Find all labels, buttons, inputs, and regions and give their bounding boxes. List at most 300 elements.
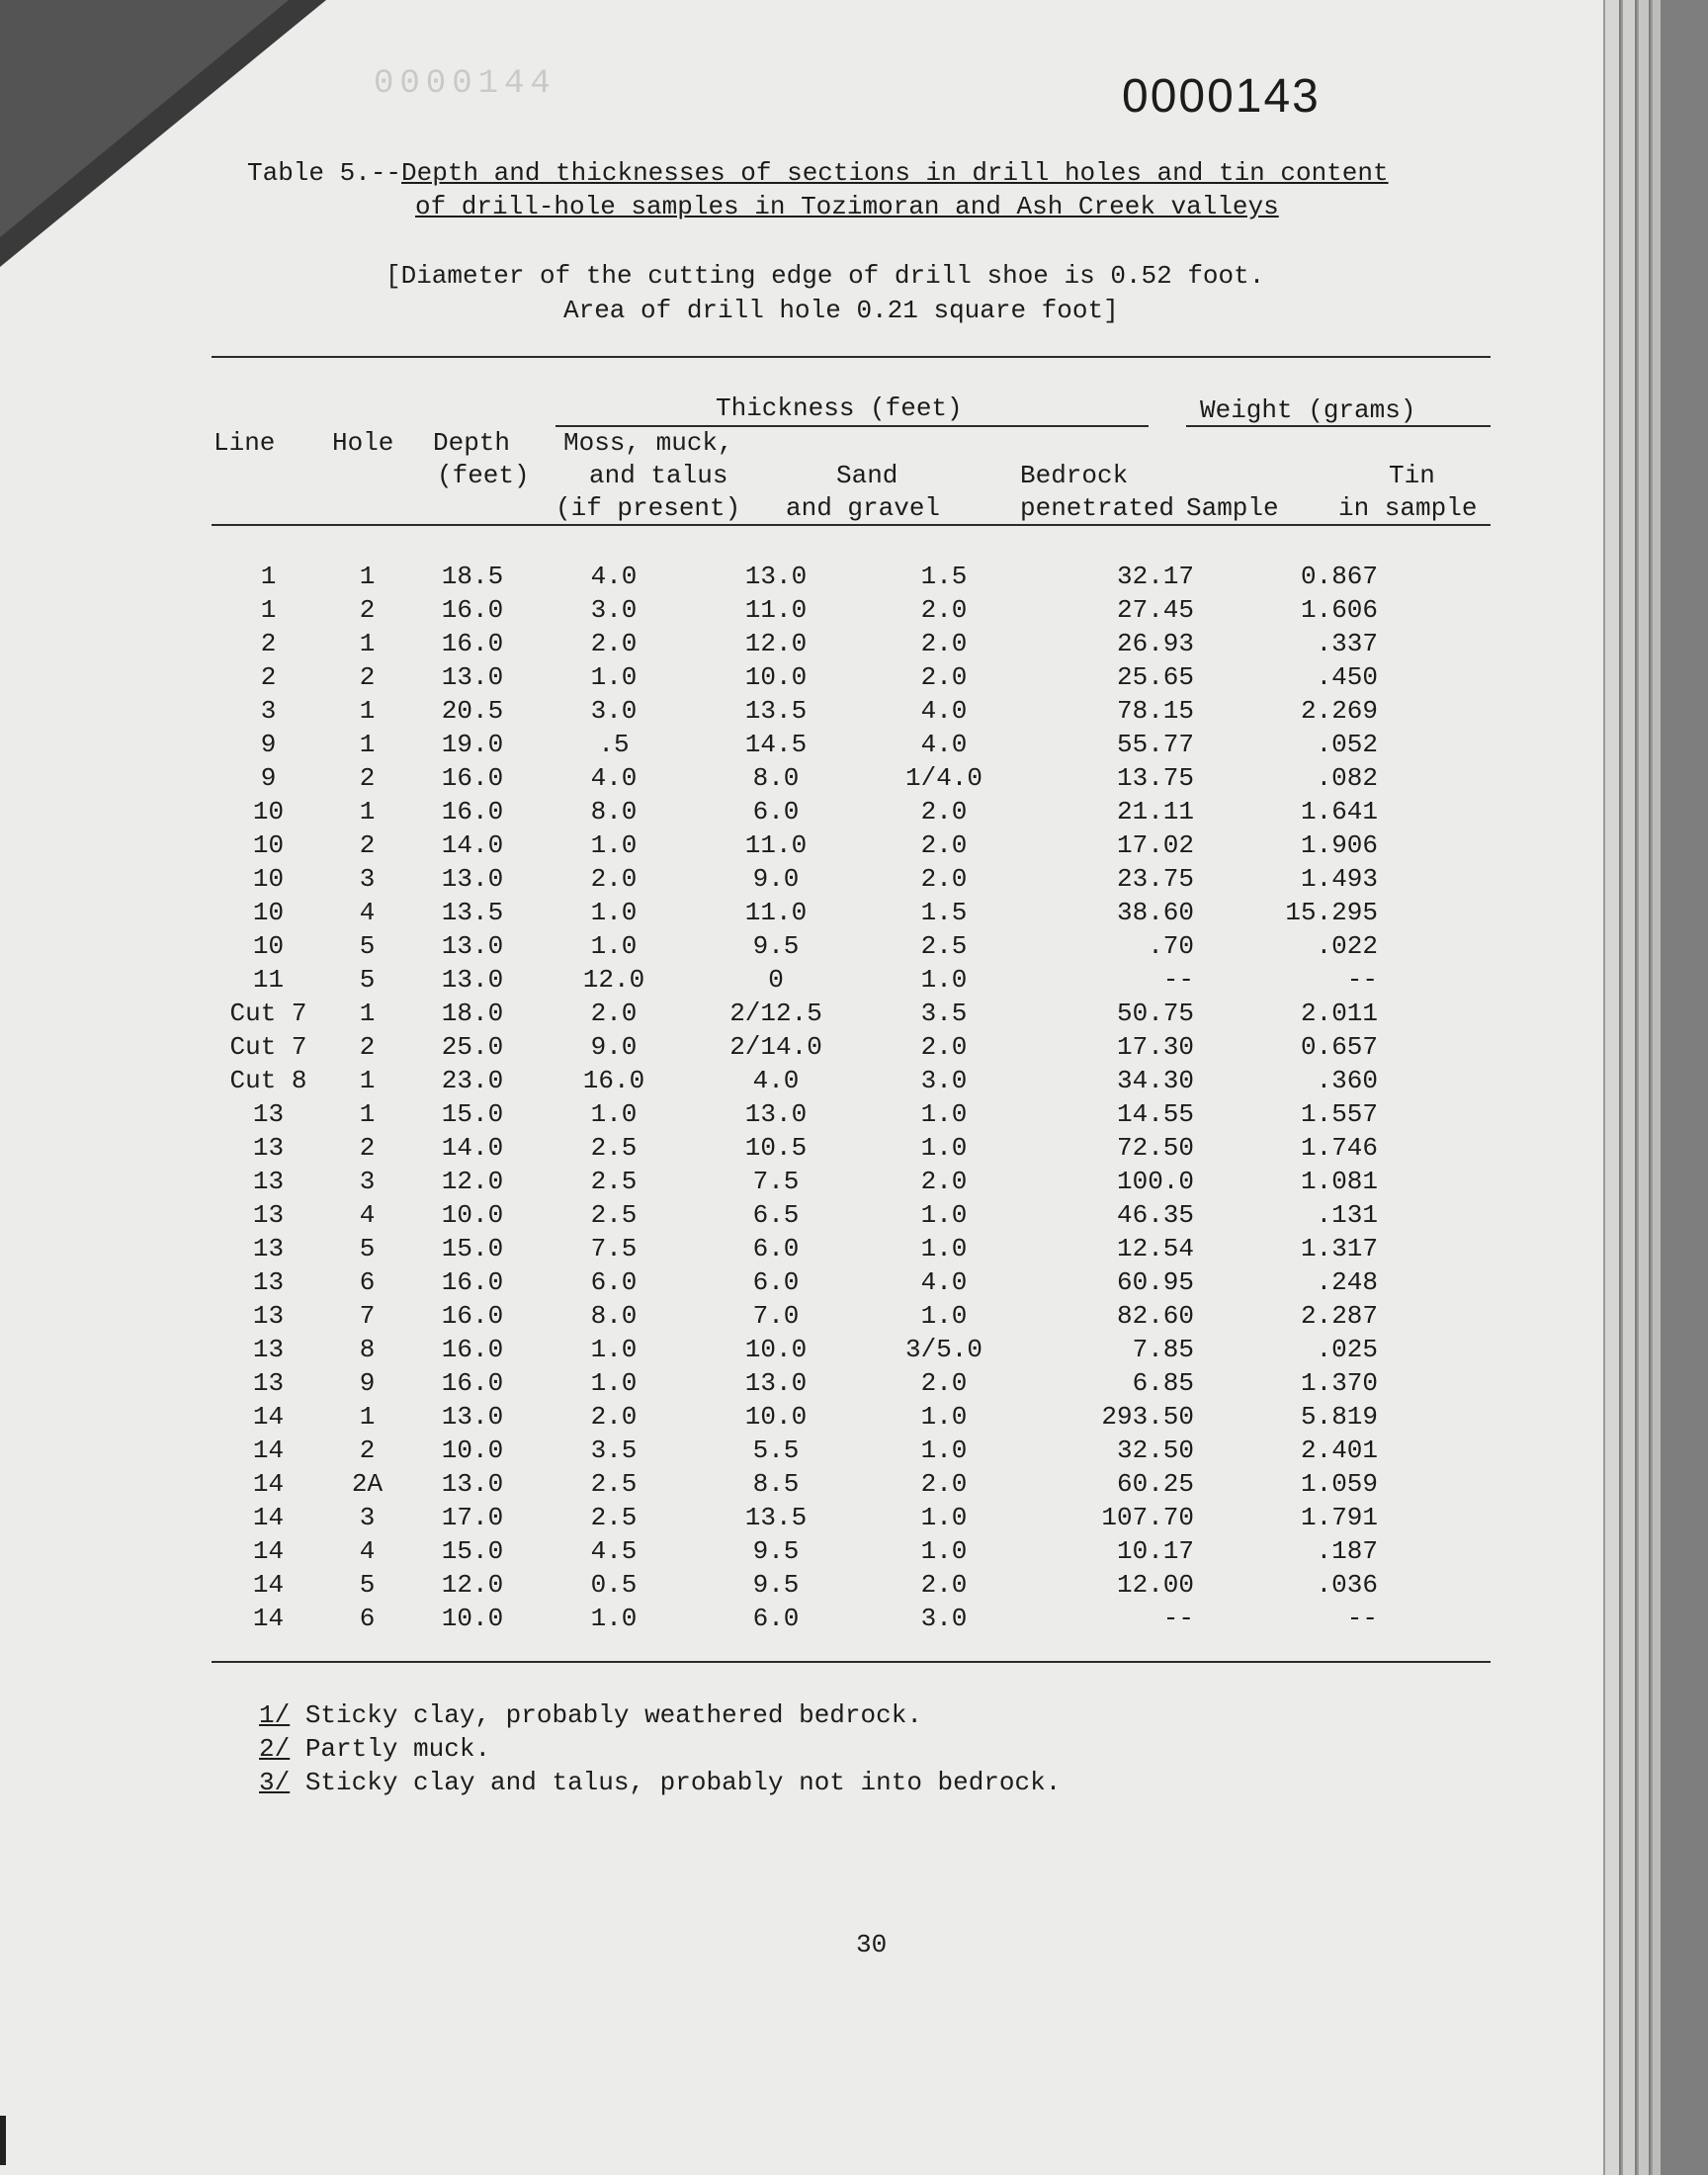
table-cell: 5.819	[1300, 1402, 1378, 1432]
table-cell: 6.0	[752, 1267, 800, 1297]
table-cell: 13	[252, 1234, 285, 1263]
table-cell: 6	[359, 1267, 376, 1297]
header-bedrock-2: penetrated	[1020, 493, 1175, 523]
table-cell: 9.5	[752, 1536, 800, 1566]
table-cell: 1.906	[1300, 830, 1378, 860]
table-cell: 13.0	[441, 965, 504, 995]
table-cell: 13.0	[744, 1099, 808, 1129]
table-cell: 27.45	[1116, 595, 1194, 625]
table-cell: 46.35	[1116, 1200, 1194, 1230]
table-note	[385, 259, 1374, 328]
table-cell: 1.791	[1300, 1503, 1378, 1532]
table-cell: 1.0	[920, 1200, 968, 1230]
footnote-1	[259, 1698, 1061, 1732]
table-cell: 2A	[351, 1469, 384, 1499]
table-cell: 2.269	[1300, 696, 1378, 726]
table-row	[212, 1467, 1378, 1501]
table-cell: 13	[252, 1099, 285, 1129]
table-cell: 13.0	[441, 931, 504, 961]
header-tin-1: Tin	[1389, 461, 1435, 490]
table-cell: 0	[768, 965, 784, 995]
table-cell: 1.0	[920, 1402, 968, 1432]
table-cell: 10.0	[744, 1402, 808, 1432]
table-cell: 11	[252, 965, 285, 995]
table-row	[212, 1232, 1378, 1265]
table-cell: 13.5	[744, 1503, 808, 1532]
table-cell: 3	[359, 1167, 376, 1196]
table-cell: 72.50	[1116, 1133, 1194, 1163]
table-cell: 4	[359, 1536, 376, 1566]
table-row	[212, 1265, 1378, 1299]
table-cell: 2.0	[590, 999, 638, 1028]
table-cell: 7.85	[1132, 1335, 1194, 1364]
page-number: 30	[856, 1930, 888, 1959]
table-cell: 6.0	[752, 1234, 800, 1263]
table-cell: 2.0	[920, 1368, 968, 1398]
table-cell: 2.5	[920, 931, 968, 961]
page-stack-edge	[1637, 0, 1649, 2175]
table-cell: 2.0	[920, 1032, 968, 1062]
table-cell: 1.5	[920, 562, 968, 591]
table-row	[212, 1299, 1378, 1333]
table-title-prefix: Table 5.--	[247, 158, 402, 188]
table-cell: 3/5.0	[904, 1335, 982, 1364]
table-cell: 2.011	[1300, 999, 1378, 1028]
table-cell: 19.0	[441, 730, 504, 759]
table-cell: 8.0	[752, 763, 800, 793]
table-cell: 3.0	[590, 595, 638, 625]
header-hole: Hole	[332, 428, 394, 458]
table-cell: 5	[359, 1570, 376, 1600]
table-cell: 2.0	[920, 1570, 968, 1600]
table-cell: 3.5	[920, 999, 968, 1028]
table-cell: 12.0	[744, 629, 808, 658]
table-row	[212, 795, 1378, 828]
table-cell: .025	[1316, 1335, 1378, 1364]
table-cell: 18.5	[441, 562, 504, 591]
table-cell: 15.295	[1285, 898, 1378, 927]
table-cell: 2/12.5	[729, 999, 822, 1028]
table-cell: .022	[1316, 931, 1378, 961]
table-cell: 6.0	[752, 1604, 800, 1633]
table-cell: --	[1346, 965, 1378, 995]
document-stamp-number: 0000143	[1122, 70, 1321, 123]
table-cell: 8.5	[752, 1469, 800, 1499]
table-row	[212, 593, 1378, 627]
table-cell: 1.0	[590, 898, 638, 927]
table-cell: 2.0	[590, 629, 638, 658]
table-cell: 2	[359, 1032, 376, 1062]
table-cell: --	[1346, 1604, 1378, 1633]
table-cell: 0.5	[590, 1570, 638, 1600]
table-cell: 17.02	[1116, 830, 1194, 860]
table-row	[212, 660, 1378, 694]
table-cell: 14.0	[441, 830, 504, 860]
table-cell: 17.0	[441, 1503, 504, 1532]
table-cell: 4.0	[590, 763, 638, 793]
table-cell: 4.0	[920, 1267, 968, 1297]
table-cell: 3	[359, 1503, 376, 1532]
table-cell: 10	[252, 931, 285, 961]
table-cell: 5	[359, 965, 376, 995]
header-thickness-group: Thickness (feet)	[716, 393, 963, 423]
table-cell: 1.317	[1300, 1234, 1378, 1263]
table-cell: 1.0	[590, 1335, 638, 1364]
table-cell: 2.287	[1300, 1301, 1378, 1331]
table-cell: 14.55	[1116, 1099, 1194, 1129]
table-cell: 2.5	[590, 1469, 638, 1499]
table-cell: .5	[598, 730, 630, 759]
table-cell: 9.0	[590, 1032, 638, 1062]
table-row	[212, 1400, 1378, 1434]
table-row	[212, 862, 1378, 896]
table-cell: 3	[260, 696, 277, 726]
table-cell: 10.17	[1116, 1536, 1194, 1566]
table-cell: 11.0	[744, 830, 808, 860]
table-cell: 82.60	[1116, 1301, 1194, 1331]
footnotes	[259, 1698, 1061, 1799]
page-stack-edge	[1651, 0, 1661, 2175]
table-cell: 293.50	[1101, 1402, 1194, 1432]
table-cell: 4.0	[920, 730, 968, 759]
table-cell: 6	[359, 1604, 376, 1633]
table-cell: 14	[252, 1436, 285, 1465]
table-cell: 2.401	[1300, 1436, 1378, 1465]
table-cell: 4.0	[752, 1066, 800, 1095]
table-cell: 26.93	[1116, 629, 1194, 658]
table-cell: 10.0	[441, 1200, 504, 1230]
table-cell: 2.0	[920, 595, 968, 625]
table-cell: 5	[359, 1234, 376, 1263]
table-cell: 1.5	[920, 898, 968, 927]
table-cell: 2	[260, 662, 277, 692]
table-title-line1: Depth and thicknesses of sections in drill holes and tin content	[401, 158, 1389, 188]
table-cell: 1	[359, 696, 376, 726]
table-cell: 7.0	[752, 1301, 800, 1331]
table-row	[212, 1534, 1378, 1568]
table-cell: 50.75	[1116, 999, 1194, 1028]
table-cell: 1	[359, 562, 376, 591]
table-cell: 8.0	[590, 1301, 638, 1331]
table-row	[212, 1064, 1378, 1097]
table-cell: 7.5	[590, 1234, 638, 1263]
table-row	[212, 896, 1378, 929]
table-cell: 2.0	[920, 1167, 968, 1196]
table-cell: 78.15	[1116, 696, 1194, 726]
table-cell: 13.0	[441, 864, 504, 894]
table-cell: .052	[1316, 730, 1378, 759]
table-cell: 9.5	[752, 931, 800, 961]
table-cell: 7.5	[752, 1167, 800, 1196]
table-cell: 11.0	[744, 595, 808, 625]
table-cell: 13.0	[441, 662, 504, 692]
table-cell: 25.0	[441, 1032, 504, 1062]
table-cell: .450	[1316, 662, 1378, 692]
table-cell: 12.0	[441, 1167, 504, 1196]
table-cell: 16.0	[441, 1267, 504, 1297]
table-row	[212, 929, 1378, 963]
table-cell: 1.493	[1300, 864, 1378, 894]
table-cell: 14	[252, 1536, 285, 1566]
table-cell: 13.5	[441, 898, 504, 927]
footnote-2-mark: 2/	[259, 1734, 291, 1764]
table-cell: 16.0	[441, 1335, 504, 1364]
table-cell: 7	[359, 1301, 376, 1331]
table-cell: 2	[359, 1436, 376, 1465]
table-cell: 2	[260, 629, 277, 658]
table-cell: 10.0	[744, 1335, 808, 1364]
folded-corner-inner	[0, 0, 289, 237]
table-cell: 15.0	[441, 1234, 504, 1263]
table-row	[212, 1198, 1378, 1232]
table-row	[212, 560, 1378, 593]
table-row	[212, 1097, 1378, 1131]
table-row	[212, 1333, 1378, 1366]
header-bottom-rule	[212, 524, 1491, 526]
table-cell: Cut 7	[229, 1032, 307, 1062]
table-row	[212, 997, 1378, 1030]
header-sample: Sample	[1186, 493, 1279, 523]
table-cell: 1	[359, 1402, 376, 1432]
table-cell: 15.0	[441, 1099, 504, 1129]
table-cell: .082	[1316, 763, 1378, 793]
binding-mark	[0, 2116, 6, 2165]
table-cell: 8.0	[590, 797, 638, 826]
table-cell: 10	[252, 864, 285, 894]
table-cell: 2.5	[590, 1167, 638, 1196]
table-cell: 10.0	[441, 1436, 504, 1465]
drill-hole-table	[212, 560, 1378, 1635]
table-cell: 13	[252, 1335, 285, 1364]
table-row	[212, 1568, 1378, 1602]
table-cell: 1	[359, 999, 376, 1028]
table-cell: 3	[359, 864, 376, 894]
table-cell: 13.0	[441, 1469, 504, 1499]
header-weight-group: Weight (grams)	[1200, 395, 1416, 425]
table-cell: 13	[252, 1267, 285, 1297]
table-cell: 1	[359, 797, 376, 826]
table-cell: 1.0	[920, 1234, 968, 1263]
table-cell: 12.0	[441, 1570, 504, 1600]
table-cell: 12.00	[1116, 1570, 1194, 1600]
header-line: Line	[214, 428, 276, 458]
table-cell: .036	[1316, 1570, 1378, 1600]
table-cell: 1.370	[1300, 1368, 1378, 1398]
table-cell: 1.0	[590, 1368, 638, 1398]
table-cell: .131	[1316, 1200, 1378, 1230]
table-cell: 14	[252, 1503, 285, 1532]
header-moss-3: (if present)	[555, 493, 741, 523]
table-cell: 1	[359, 1099, 376, 1129]
table-cell: 1.0	[920, 965, 968, 995]
table-cell: 1	[359, 629, 376, 658]
table-cell: 2	[359, 830, 376, 860]
header-tin-2: in sample	[1338, 493, 1478, 523]
table-cell: 1	[359, 1066, 376, 1095]
table-cell: 2	[359, 763, 376, 793]
table-cell: 60.25	[1116, 1469, 1194, 1499]
table-cell: 1.0	[590, 1099, 638, 1129]
table-cell: 14	[252, 1402, 285, 1432]
table-cell: 12.0	[582, 965, 645, 995]
table-cell: Cut 7	[229, 999, 307, 1028]
table-top-rule	[212, 356, 1491, 358]
table-cell: 38.60	[1116, 898, 1194, 927]
table-cell: 18.0	[441, 999, 504, 1028]
table-cell: 1	[260, 595, 277, 625]
table-cell: 1.059	[1300, 1469, 1378, 1499]
table-cell: 2.0	[920, 1469, 968, 1499]
table-cell: 9	[260, 763, 277, 793]
table-cell: 2.0	[920, 864, 968, 894]
table-cell: 2.5	[590, 1200, 638, 1230]
table-cell: 1.0	[920, 1099, 968, 1129]
table-cell: 20.5	[441, 696, 504, 726]
table-cell: 55.77	[1116, 730, 1194, 759]
header-depth-1: Depth	[433, 428, 511, 458]
table-cell: 16.0	[441, 629, 504, 658]
table-cell: 3.0	[920, 1604, 968, 1633]
table-cell: .248	[1316, 1267, 1378, 1297]
table-cell: Cut 8	[229, 1066, 307, 1095]
table-cell: 13.0	[744, 562, 808, 591]
table-cell: 17.30	[1116, 1032, 1194, 1062]
table-cell: 1.0	[920, 1536, 968, 1566]
table-cell: 13.5	[744, 696, 808, 726]
table-row	[212, 1131, 1378, 1165]
table-row	[212, 728, 1378, 761]
table-cell: 3.0	[920, 1066, 968, 1095]
table-cell: 2.0	[920, 629, 968, 658]
table-row	[212, 828, 1378, 862]
table-cell: 1/4.0	[904, 763, 982, 793]
table-row	[212, 963, 1378, 997]
table-cell: 5	[359, 931, 376, 961]
table-cell: 10	[252, 830, 285, 860]
table-cell: 6.5	[752, 1200, 800, 1230]
table-cell: 6.85	[1132, 1368, 1194, 1398]
table-note-line1: [Diameter of the cutting edge of drill shoe is 0.52 foot.	[385, 261, 1265, 291]
table-cell: 32.17	[1116, 562, 1194, 591]
table-cell: 3.0	[590, 696, 638, 726]
footnote-1-text: Sticky clay, probably weathered bedrock.	[290, 1700, 922, 1730]
table-cell: 10.5	[744, 1133, 808, 1163]
footnote-1-mark: 1/	[259, 1700, 291, 1730]
page-stack-edge	[1621, 0, 1635, 2175]
table-cell: 1.606	[1300, 595, 1378, 625]
table-cell: 4.5	[590, 1536, 638, 1566]
table-row	[212, 1501, 1378, 1534]
table-cell: 14.0	[441, 1133, 504, 1163]
table-cell: 1.641	[1300, 797, 1378, 826]
table-cell: 13	[252, 1301, 285, 1331]
table-row	[212, 694, 1378, 728]
table-cell: 23.75	[1116, 864, 1194, 894]
table-cell: 6.0	[752, 797, 800, 826]
table-cell: 16.0	[441, 1368, 504, 1398]
table-cell: 1.0	[920, 1301, 968, 1331]
table-cell: 1.0	[920, 1503, 968, 1532]
table-cell: 32.50	[1116, 1436, 1194, 1465]
header-bedrock-1: Bedrock	[1020, 461, 1129, 490]
table-cell: .187	[1316, 1536, 1378, 1566]
table-cell: 21.11	[1116, 797, 1194, 826]
table-cell: 6.0	[590, 1267, 638, 1297]
table-cell: 14	[252, 1604, 285, 1633]
table-row	[212, 627, 1378, 660]
table-cell: 1.746	[1300, 1133, 1378, 1163]
table-cell: 23.0	[441, 1066, 504, 1095]
table-cell: 107.70	[1101, 1503, 1194, 1532]
table-cell: 12.54	[1116, 1234, 1194, 1263]
table-cell: 4.0	[590, 562, 638, 591]
table-cell: 2/14.0	[729, 1032, 822, 1062]
table-cell: 60.95	[1116, 1267, 1194, 1297]
table-cell: 13	[252, 1167, 285, 1196]
table-cell: 4	[359, 1200, 376, 1230]
table-cell: 2.0	[920, 797, 968, 826]
table-cell: 1.0	[590, 1604, 638, 1633]
table-cell: 1	[359, 730, 376, 759]
table-cell: 10.0	[744, 662, 808, 692]
table-cell: 4	[359, 898, 376, 927]
table-cell: 16.0	[441, 1301, 504, 1331]
table-cell: 1.0	[590, 931, 638, 961]
table-row	[212, 1602, 1378, 1635]
table-cell: 3.5	[590, 1436, 638, 1465]
table-cell: 2.0	[920, 662, 968, 692]
table-cell: 9	[260, 730, 277, 759]
header-sand-2: and gravel	[786, 493, 941, 523]
header-weight-rule	[1186, 425, 1491, 427]
table-row	[212, 761, 1378, 795]
table-cell: 13.0	[744, 1368, 808, 1398]
table-cell: 2.0	[590, 1402, 638, 1432]
table-cell: 1	[260, 562, 277, 591]
table-cell: 25.65	[1116, 662, 1194, 692]
table-cell: 16.0	[441, 797, 504, 826]
table-cell: 16.0	[441, 595, 504, 625]
table-cell: --	[1162, 965, 1194, 995]
table-cell: --	[1162, 1604, 1194, 1633]
table-cell: 1.081	[1300, 1167, 1378, 1196]
table-title	[247, 156, 1493, 223]
table-cell: 1.0	[920, 1436, 968, 1465]
page-stack-edge	[1603, 0, 1619, 2175]
table-cell: 9	[359, 1368, 376, 1398]
table-cell: 10	[252, 797, 285, 826]
footnote-2	[259, 1732, 1061, 1766]
footnote-2-text: Partly muck.	[290, 1734, 491, 1764]
table-cell: 5.5	[752, 1436, 800, 1465]
header-moss-1: Moss, muck,	[563, 428, 733, 458]
table-cell: 9.0	[752, 864, 800, 894]
table-cell: 1.557	[1300, 1099, 1378, 1129]
footnote-3	[259, 1766, 1061, 1799]
table-cell: 10	[252, 898, 285, 927]
table-bottom-rule	[212, 1661, 1491, 1663]
table-body	[212, 560, 1378, 1635]
table-cell: 13.75	[1116, 763, 1194, 793]
table-cell: 13	[252, 1368, 285, 1398]
table-cell: 15.0	[441, 1536, 504, 1566]
table-cell: 2.5	[590, 1503, 638, 1532]
table-cell: 4.0	[920, 696, 968, 726]
header-depth-2: (feet)	[437, 461, 530, 490]
table-cell: 8	[359, 1335, 376, 1364]
table-cell: 14	[252, 1469, 285, 1499]
table-cell: 2.0	[920, 830, 968, 860]
